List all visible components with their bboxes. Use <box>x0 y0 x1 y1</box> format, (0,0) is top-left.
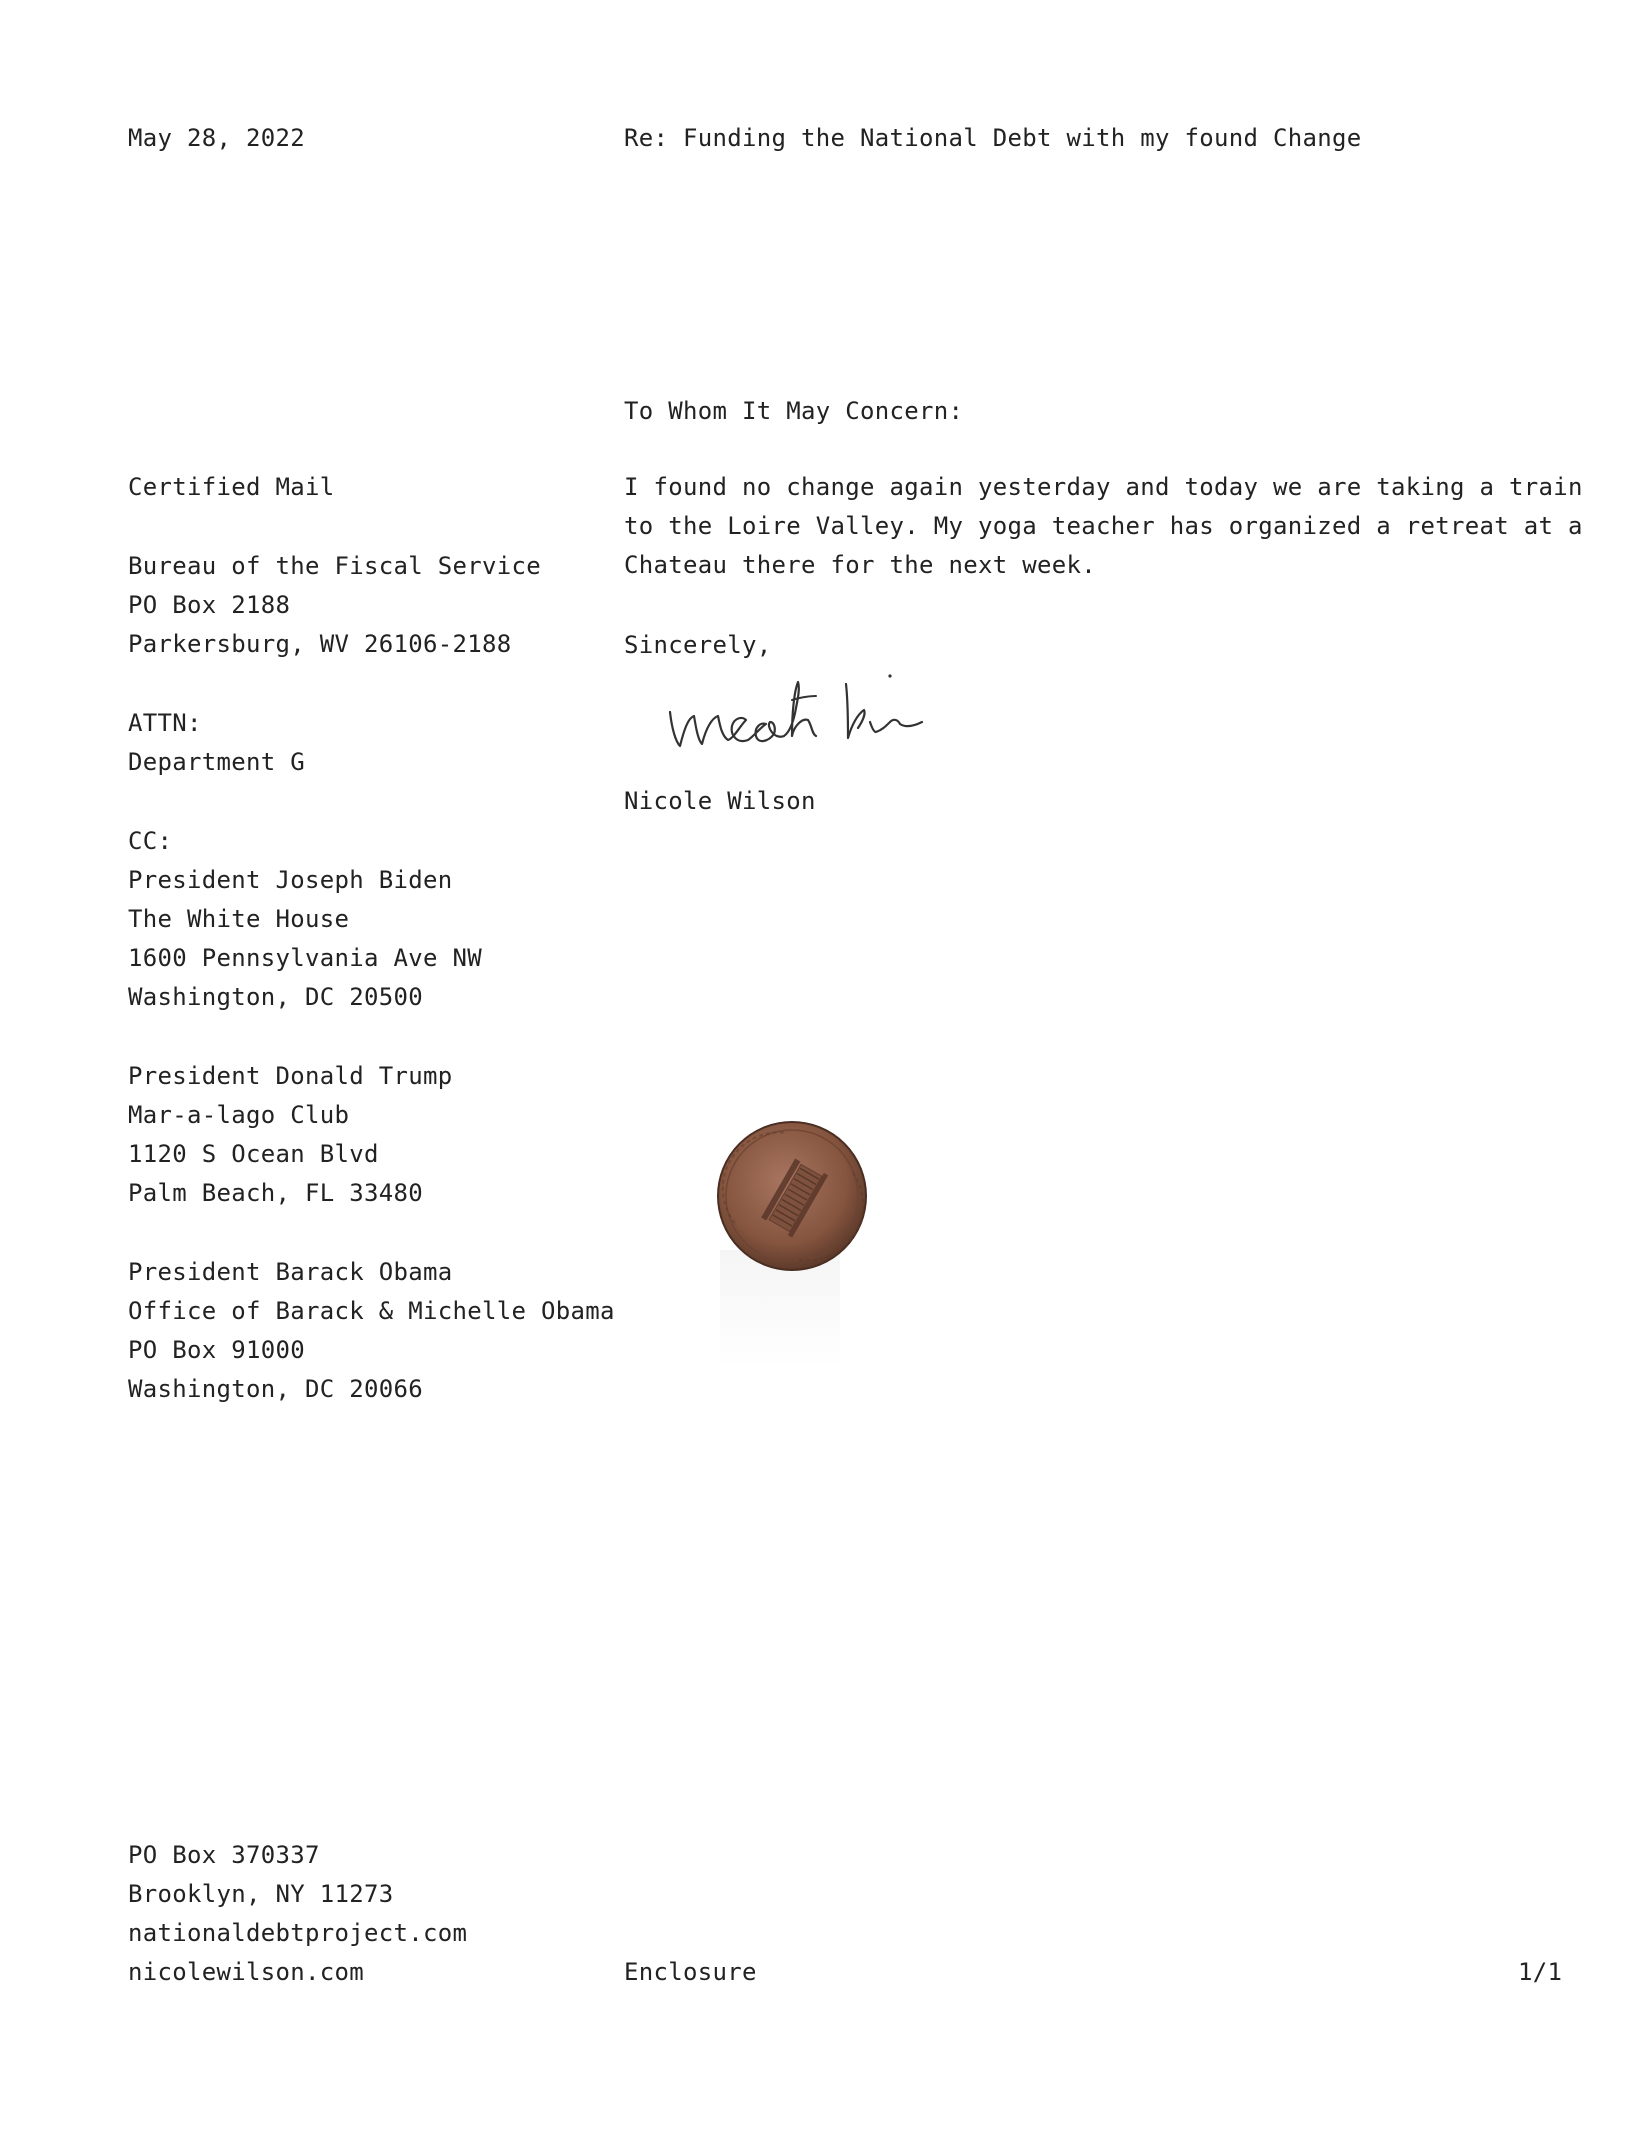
recipient-address <box>128 547 541 664</box>
signer-name: Nicole Wilson <box>624 787 816 815</box>
page-number: 1/1 <box>1518 1958 1563 1986</box>
address-line: Parkersburg, WV 26106-2188 <box>128 630 512 658</box>
sender-line: PO Box 370337 <box>128 1841 320 1869</box>
cc-trump-line: Palm Beach, FL 33480 <box>128 1179 423 1207</box>
cc-trump-address <box>128 1057 452 1213</box>
cc-obama-line: President Barack Obama <box>128 1258 453 1286</box>
sender-website[interactable]: nationaldebtproject.com <box>128 1919 468 1947</box>
cc-biden-line: 1600 Pennsylvania Ave NW <box>128 944 482 972</box>
sender-line: Brooklyn, NY 11273 <box>128 1880 394 1908</box>
cc-label: CC: <box>128 827 173 855</box>
letter-date: May 28, 2022 <box>128 124 305 152</box>
attention-block <box>128 704 305 782</box>
cc-trump-line: President Donald Trump <box>128 1062 453 1090</box>
signature-icon <box>662 670 982 760</box>
delivery-method: Certified Mail <box>128 473 335 501</box>
body-line: Chateau there for the next week. <box>624 551 1096 579</box>
cc-obama-line: PO Box 91000 <box>128 1336 305 1364</box>
penny-coin-icon <box>700 1100 900 1380</box>
body-line: I found no change again yesterday and today we are taking a train <box>624 473 1583 501</box>
cc-obama-line: Office of Barack & Michelle Obama <box>128 1297 615 1325</box>
sender-address <box>128 1836 467 1992</box>
cc-biden-line: The White House <box>128 905 350 933</box>
salutation: To Whom It May Concern: <box>624 397 964 425</box>
cc-block <box>128 822 482 1017</box>
attn-department: Department G <box>128 748 305 776</box>
cc-obama-line: Washington, DC 20066 <box>128 1375 423 1403</box>
cc-biden-line: President Joseph Biden <box>128 866 453 894</box>
address-line: PO Box 2188 <box>128 591 291 619</box>
attn-label: ATTN: <box>128 709 202 737</box>
address-line: Bureau of the Fiscal Service <box>128 552 541 580</box>
cc-biden-line: Washington, DC 20500 <box>128 983 423 1011</box>
enclosure-label: Enclosure <box>624 1958 757 1986</box>
cc-trump-line: 1120 S Ocean Blvd <box>128 1140 379 1168</box>
body-line: to the Loire Valley. My yoga teacher has organized a retreat at a <box>624 512 1583 540</box>
sender-website[interactable]: nicolewilson.com <box>128 1958 364 1986</box>
cc-trump-line: Mar-a-lago Club <box>128 1101 350 1129</box>
cc-obama-address <box>128 1253 615 1409</box>
letter-body <box>624 468 1583 585</box>
letter-subject: Re: Funding the National Debt with my found Change <box>624 124 1362 152</box>
closing: Sincerely, <box>624 631 772 659</box>
